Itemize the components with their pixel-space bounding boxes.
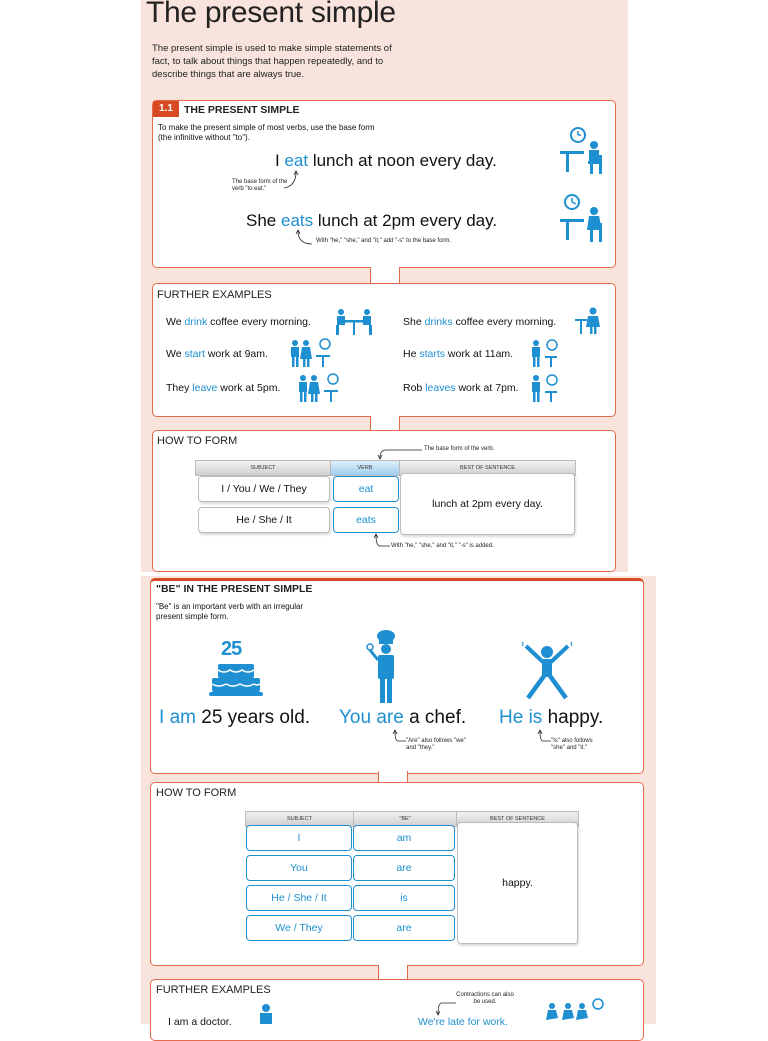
section-badge: 1.1 (153, 101, 179, 117)
man-clock-icon (528, 338, 560, 368)
note-base-form: The base form of the verb "to eat." (232, 179, 288, 192)
verb-highlight: am (169, 707, 196, 728)
person-eating-clock-icon (558, 125, 608, 175)
note-contractions: Contractions can also be used. (456, 992, 514, 1005)
example-partial-left: I am a doctor. (168, 1016, 232, 1028)
panel-connector (370, 267, 400, 283)
subject-cell: We / They (246, 915, 352, 941)
be-cell: am (353, 825, 455, 851)
verb-cell: eats (333, 507, 399, 533)
example-right-3: Rob leaves work at 7pm. (403, 382, 519, 394)
verb-highlight: eat (284, 151, 309, 170)
panel-connector (378, 965, 408, 979)
man-leaving-clock-icon (528, 373, 560, 403)
column-header-rest: BEST OF SENTENCE (456, 811, 579, 827)
subject-cell: He / She / It (246, 885, 352, 911)
example-right-2: He starts work at 11am. (403, 348, 514, 360)
section-description: To make the present simple of most verbs, use the base form (the infinitive without "to"). (158, 123, 375, 142)
arrow-icon (376, 446, 424, 460)
subject-cell: I / You / We / They (198, 476, 330, 502)
example-sentence-2: She eats lunch at 2pm every day. (246, 211, 498, 230)
example-left-2: We start work at 9am. (166, 348, 268, 360)
note-are: "Are" also follows "we" and "they." (406, 738, 466, 751)
arrow-icon (294, 228, 314, 248)
be-cell: are (353, 915, 455, 941)
be-further-examples-heading: FURTHER EXAMPLES (156, 984, 271, 996)
people-running-clock-icon (540, 998, 606, 1024)
note-is: "Is" also follows "she" and "it." (551, 738, 593, 751)
cake-number: 25 (221, 638, 242, 660)
panel-connector (370, 416, 400, 430)
be-cell: is (353, 885, 455, 911)
note-add-s: With "he," "she," and "it," add "-s" to the base form. (316, 238, 452, 244)
section-heading: THE PRESENT SIMPLE (184, 104, 300, 116)
intro-text: The present simple is used to make simple statements of fact, to talk about things that happen repeatedly, and to describe things that are always true. (152, 43, 392, 80)
be-sentence-1: I am 25 years old. (159, 707, 311, 728)
be-heading: "BE" IN THE PRESENT SIMPLE (156, 583, 313, 595)
verb-cell: eat (333, 476, 399, 502)
panel-connector (378, 771, 408, 782)
arrow-icon (372, 533, 392, 549)
note-add-s-verb: With "he," "she," and "it," "-s" is added. (391, 543, 494, 549)
verb-highlight: eats (280, 211, 314, 230)
people-clock-icon (289, 337, 333, 369)
further-examples-heading: FURTHER EXAMPLES (157, 289, 272, 301)
rest-of-sentence-cell: happy. (457, 822, 578, 944)
be-sentence-2: You are a chef. (339, 707, 467, 728)
be-cell: are (353, 855, 455, 881)
subject-cell: He / She / It (198, 507, 330, 533)
doctor-icon (256, 1003, 276, 1024)
coffee-table-icon (334, 306, 374, 336)
example-partial-right: We're late for work. (418, 1016, 508, 1028)
example-left-3: They leave work at 5pm. (166, 382, 281, 394)
people-leaving-clock-icon (297, 372, 341, 404)
woman-coffee-icon (573, 305, 603, 335)
be-sentence-3: He is happy. (499, 707, 604, 728)
subject-cell: You (246, 855, 352, 881)
column-header-subject: SUBJECT (195, 460, 331, 476)
verb-highlight: are (376, 707, 404, 728)
chef-icon (366, 630, 406, 706)
example-right-1: She drinks coffee every morning. (403, 316, 557, 328)
column-header-subject: SUBJECT (245, 811, 354, 827)
be-how-to-form-heading: HOW TO FORM (156, 787, 237, 799)
be-description: "Be" is an important verb with an irregular present simple form. (156, 602, 304, 621)
subject-cell: I (246, 825, 352, 851)
verb-highlight: is (528, 707, 543, 728)
arrow-icon (282, 168, 306, 192)
column-header-be: "BE" (353, 811, 457, 827)
how-to-form-heading: HOW TO FORM (157, 435, 238, 447)
example-sentence-1: I eat lunch at noon every day. (275, 151, 497, 170)
column-header-verb: VERB (330, 460, 400, 476)
rest-of-sentence-cell: lunch at 2pm every day. (400, 473, 575, 535)
note-base-form-verb: The base form of the verb. (424, 446, 495, 452)
example-left-1: We drink coffee every morning. (166, 316, 311, 328)
happy-jumping-person-icon (518, 640, 576, 702)
page-title: The present simple (146, 0, 396, 29)
column-header-rest: BEST OF SENTENCE (399, 460, 576, 476)
woman-eating-clock-icon (558, 193, 608, 243)
